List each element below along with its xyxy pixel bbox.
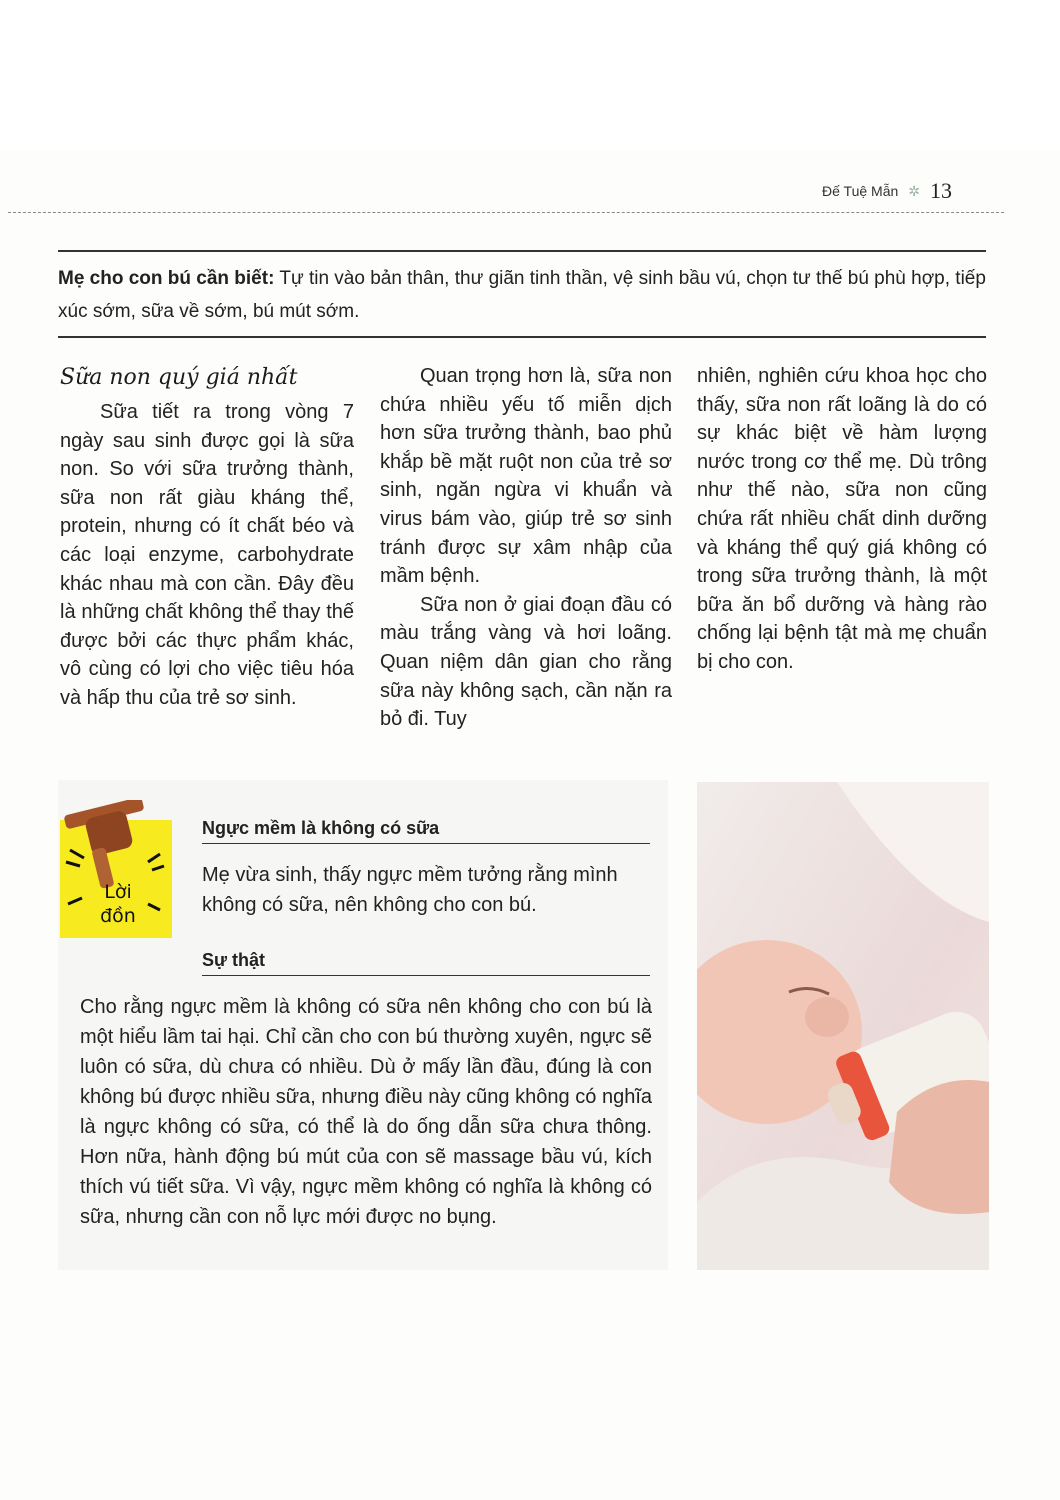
header-divider xyxy=(8,212,1004,213)
paragraph: Sữa non ở giai đoạn đầu có màu trắng vàng và hơi loãng. Quan niệm dân gian cho rằng sữa này không sạch, cần nặn ra bỏ đi. Tuy xyxy=(380,593,672,731)
baby-bottle-photo xyxy=(697,782,989,1270)
author-name: Đế Tuệ Mẫn xyxy=(822,183,899,199)
key-tip-paragraph xyxy=(58,262,986,328)
badge-label-line-2: đồn xyxy=(100,905,136,927)
section-title: Sữa non quý giá nhất xyxy=(60,365,298,390)
key-tip-label: Mẹ cho con bú cần biết: xyxy=(58,268,275,289)
page-number: 13 xyxy=(930,178,952,203)
myth-text: Mẹ vừa sinh, thấy ngực mềm tưởng rằng mình không có sữa, nên không cho con bú. xyxy=(202,864,618,916)
badge-label: Lời đồn xyxy=(60,800,64,801)
myth-badge xyxy=(60,800,172,938)
badge-label-line-1: Lời xyxy=(104,881,132,903)
top-margin xyxy=(0,0,1060,150)
running-header xyxy=(822,178,952,204)
paragraph: Quan trọng hơn là, sữa non chứa nhiều yếu tố miễn dịch hơn sữa trưởng thành, bao phủ khắp bề mặt ruột non của trẻ sơ sinh, ngăn ngừa vi khuẩn và virus bám vào, giúp trẻ sơ sinh tránh được sự xâm nhập của mầm bệnh. xyxy=(380,365,672,588)
paragraph: nhiên, nghiên cứu khoa học cho thấy, sữa non rất loãng là do có sự khác biệt về hàm lượng nước trong cơ thể mẹ. Dù trông như thế nào, sữa non cũng chứa rất nhiều chất dinh dưỡng và kháng thể quý giá không có trong sữa trưởng thành, là một bữa ăn bổ dưỡng và hàng rào chống lại bệnh tật mà mẹ chuẩn bị cho con. xyxy=(697,365,987,673)
text-column-3 xyxy=(697,362,987,677)
paragraph: Sữa tiết ra trong vòng 7 ngày sau sinh được gọi là sữa non. So với sữa trưởng thành, sữa non rất giàu kháng thể, protein, nhưng có ít chất béo và các loại enzyme, carbohydrate khác nhau mà con cần. Đây đều là những chất không thể thay thế được bởi các thực phẩm khác, vô cùng có lợi cho việc tiêu hóa và hấp thu của trẻ sơ sinh. xyxy=(60,401,354,709)
key-tip-box xyxy=(58,250,986,338)
truth-title: Sự thật xyxy=(202,950,650,976)
truth-text: Cho rằng ngực mềm là không có sữa nên không cho con bú là một hiểu lầm tai hại. Chỉ cần cho con bú thường xuyên, ngực sẽ luôn có sữa, dù chưa có nhiều. Dù ở mấy lần đầu, đúng là con không bú được nhiều sữa, nhưng điều này cũng không có nghĩa là ngực không có sữa, có thể là do ống dẫn sữa chưa thông. Hơn nữa, hành động bú mút của con sẽ massage bầu vú, kích thích vú tiết sữa. Vì vậy, ngực mềm không có nghĩa là không có sữa, nhưng cần con nỗ lực mới được no bụng. xyxy=(80,996,652,1228)
myth-title: Ngực mềm là không có sữa xyxy=(202,818,650,844)
leaf-ornament-icon: ✲ xyxy=(908,182,920,199)
key-tip-text: Tự tin vào bản thân, thư giãn tinh thần, vệ sinh bầu vú, chọn tư thế bú phù hợp, tiếp xúc sớm, sữa về sớm, bú mút sớm. xyxy=(58,268,986,322)
text-column-2 xyxy=(380,362,672,734)
text-column-1 xyxy=(60,362,354,713)
